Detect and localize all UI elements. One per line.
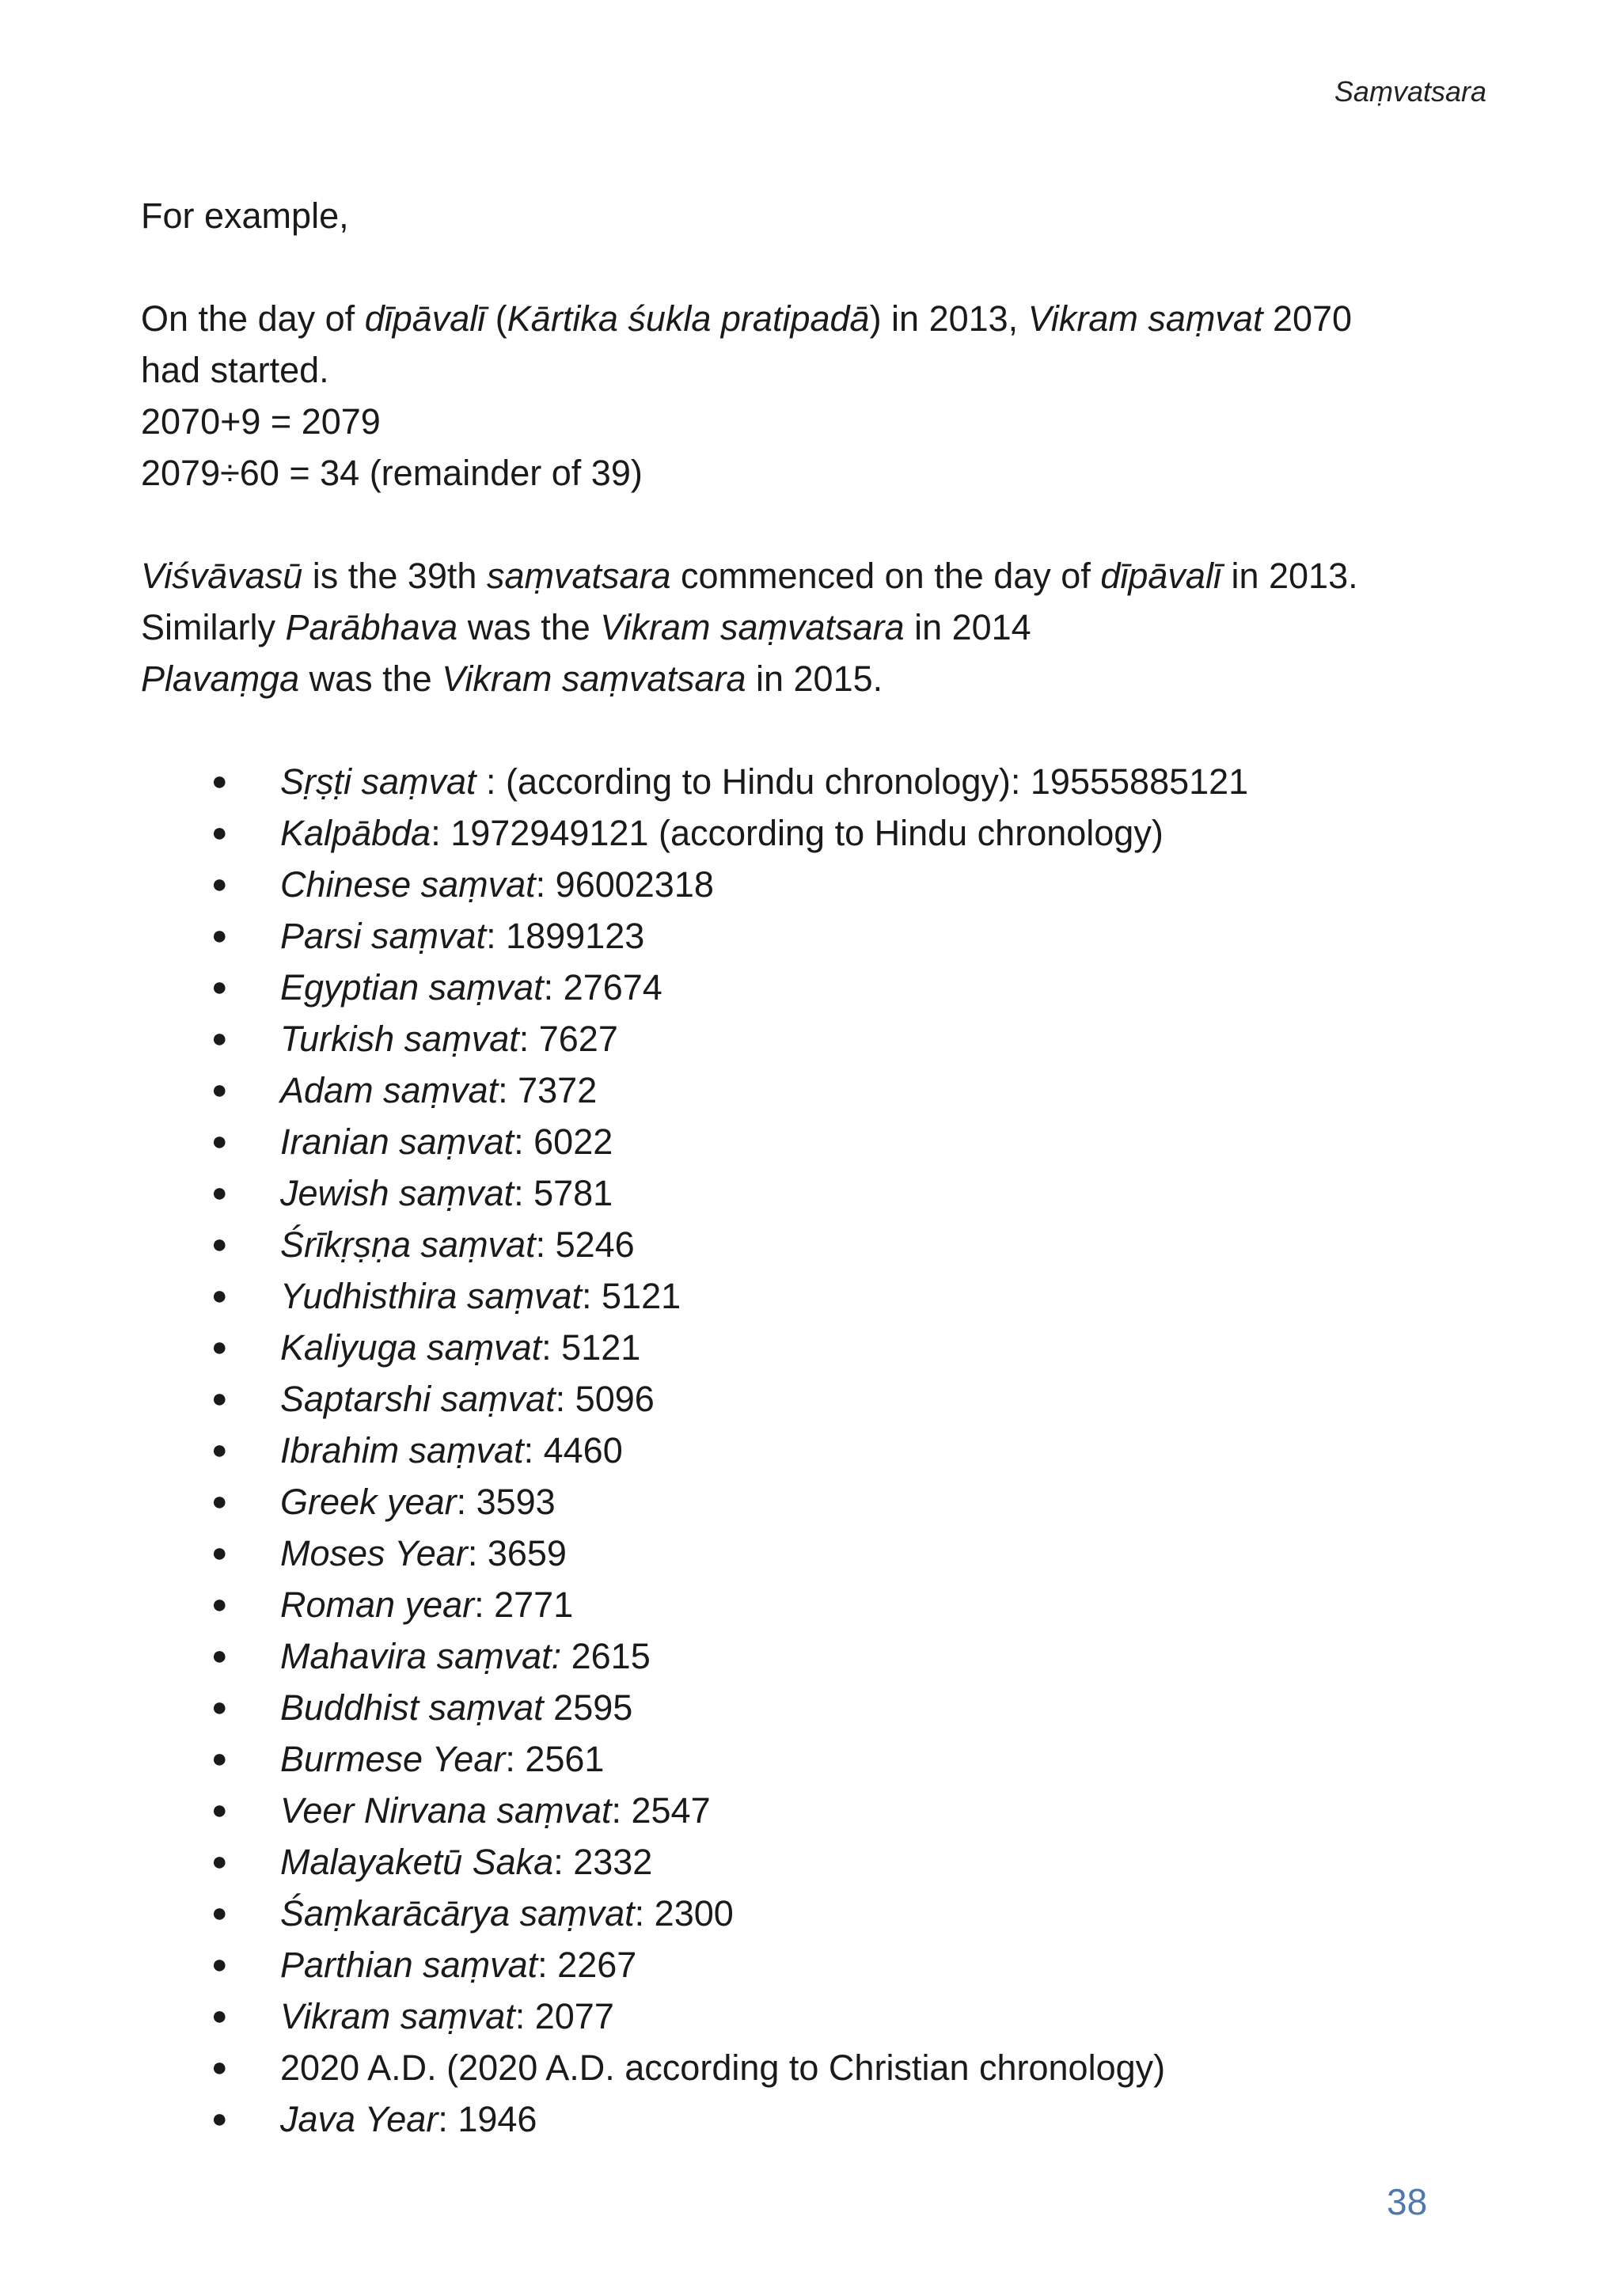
list-item [141, 1579, 1502, 1630]
era-value: 2020 A.D. (2020 A.D. according to Christian chronology) [280, 2047, 1166, 2088]
bullet-icon: ● [211, 1589, 228, 1619]
spacer [141, 241, 1502, 293]
text-run: was the [457, 607, 601, 647]
list-item [141, 1528, 1502, 1579]
list-item [141, 1425, 1502, 1476]
italic-term: Viśvāvasū [141, 556, 303, 596]
era-value: : 1946 [438, 2099, 537, 2139]
example-line-4: 2079÷60 = 34 (remainder of 39) [141, 453, 643, 493]
running-header: Saṃvatsara [1334, 75, 1486, 108]
era-value: : 2771 [474, 1584, 574, 1625]
bullet-icon: ● [211, 1281, 228, 1311]
list-item [141, 1836, 1502, 1888]
era-value: : 2547 [611, 1790, 711, 1831]
era-name: Kalpābda [280, 813, 431, 853]
example-line-2: had started. [141, 350, 329, 390]
era-value: : 4460 [523, 1430, 623, 1471]
bullet-icon: ● [211, 2104, 228, 2134]
bullet-icon: ● [211, 1538, 228, 1568]
example-paragraph [141, 293, 1502, 499]
text-run: in 2014 [904, 607, 1031, 647]
italic-term: dīpāvalī [364, 298, 486, 339]
list-item [141, 1630, 1502, 1682]
era-value: : 96002318 [535, 864, 714, 905]
list-item [141, 962, 1502, 1013]
bullet-icon: ● [211, 1486, 228, 1516]
spacer [141, 499, 1502, 550]
text-run: ( [485, 298, 507, 339]
example-line-1 [141, 293, 1502, 344]
bullet-icon: ● [211, 1949, 228, 1979]
page-body [141, 190, 1502, 2145]
era-name: Burmese Year [280, 1739, 506, 1779]
samvatsara-paragraph [141, 550, 1502, 704]
era-name: Buddhist saṃvat [280, 1687, 544, 1728]
italic-term: Plavaṃga [141, 658, 300, 699]
bullet-icon: ● [211, 1744, 228, 1774]
bullet-icon: ● [211, 920, 228, 951]
era-value: : 7627 [518, 1019, 618, 1059]
era-value: : 2300 [634, 1893, 734, 1934]
bullet-icon: ● [211, 1332, 228, 1362]
era-name: Yudhisthira saṃvat [280, 1276, 583, 1316]
bullet-icon: ● [211, 1435, 228, 1465]
list-item [141, 1373, 1502, 1425]
text-run: in 2015. [746, 658, 883, 699]
era-value: : (according to Hindu chronology): 19555885121 [476, 761, 1249, 802]
example-line-3: 2070+9 = 2079 [141, 401, 381, 442]
bullet-icon: ● [211, 2052, 228, 2082]
bullet-icon: ● [211, 869, 228, 899]
text-run: Similarly [141, 607, 286, 647]
text-run: 2070 [1262, 298, 1353, 339]
era-value: : 5096 [555, 1379, 655, 1419]
era-name: Java Year [280, 2099, 438, 2139]
list-item [141, 1116, 1502, 1167]
list-item [141, 1167, 1502, 1219]
era-value: : 5121 [541, 1327, 641, 1368]
bullet-icon: ● [211, 1075, 228, 1105]
era-value: 2595 [543, 1687, 633, 1728]
italic-term: Parābhava [285, 607, 458, 647]
list-item [141, 1990, 1502, 2042]
text-run: is the 39th [302, 556, 487, 596]
era-name: Iranian saṃvat [280, 1121, 514, 1162]
intro-line: For example, [141, 195, 349, 236]
era-name: Moses Year [280, 1533, 468, 1573]
bullet-icon: ● [211, 1229, 228, 1259]
bullet-icon: ● [211, 1178, 228, 1208]
era-name: Ibrahim saṃvat [280, 1430, 524, 1471]
bullet-icon: ● [211, 818, 228, 848]
list-item [141, 1888, 1502, 1939]
era-name: Egyptian saṃvat [280, 967, 544, 1008]
text-run: was the [299, 658, 442, 699]
list-item [141, 1785, 1502, 1836]
list-item [141, 1219, 1502, 1270]
era-value: 2615 [561, 1636, 651, 1676]
bullet-icon: ● [211, 1641, 228, 1671]
list-item [141, 1065, 1502, 1116]
list-item [141, 1733, 1502, 1785]
era-value: : 2077 [514, 1996, 614, 2036]
era-name: Parthian saṃvat [280, 1945, 538, 1985]
era-name: Veer Nirvana saṃvat [280, 1790, 612, 1831]
era-name: Jewish saṃvat [280, 1173, 514, 1213]
era-name: Roman year [280, 1584, 475, 1625]
era-name: Sṛṣṭi saṃvat [280, 761, 476, 802]
era-name: Malayaketū Saka [280, 1842, 554, 1882]
list-item [141, 2042, 1502, 2093]
samvatsara-line-1 [141, 550, 1502, 602]
page-number: 38 [1387, 2181, 1428, 2222]
bullet-icon: ● [211, 1023, 228, 1053]
era-name: Chinese saṃvat [280, 864, 536, 905]
era-value: : 7372 [498, 1070, 598, 1110]
text-run: in 2013. [1220, 556, 1358, 596]
era-name: Śrīkṛṣṇa saṃvat [280, 1224, 536, 1265]
era-value: : 3593 [456, 1482, 556, 1522]
italic-term: Kārtika śukla pratipadā [507, 298, 870, 339]
bullet-icon: ● [211, 2001, 228, 2031]
list-item [141, 1270, 1502, 1322]
era-name: Kaliyuga saṃvat [280, 1327, 542, 1368]
era-value: : 2561 [505, 1739, 605, 1779]
era-value: : 5781 [514, 1173, 613, 1213]
era-value: : 5246 [535, 1224, 635, 1265]
bullet-icon: ● [211, 1692, 228, 1722]
samvatsara-line-3 [141, 653, 1502, 704]
era-value: : 3659 [467, 1533, 567, 1573]
era-name: Adam saṃvat [280, 1070, 499, 1110]
italic-term: dīpāvalī [1100, 556, 1221, 596]
list-item [141, 756, 1502, 807]
era-value: : 1972949121 (according to Hindu chronology) [431, 813, 1164, 853]
text-run: ) in 2013, [869, 298, 1028, 339]
list-item [141, 910, 1502, 962]
samvatsara-line-2 [141, 602, 1502, 653]
era-name: Saptarshi saṃvat [280, 1379, 556, 1419]
era-name: Parsi saṃvat [280, 916, 487, 956]
italic-term: saṃvatsara [486, 556, 671, 596]
era-value: : 5121 [582, 1276, 681, 1316]
bullet-icon: ● [211, 1126, 228, 1156]
era-name: Mahavira saṃvat: [280, 1636, 562, 1676]
bullet-icon: ● [211, 972, 228, 1002]
list-item [141, 1322, 1502, 1373]
era-name: Greek year [280, 1482, 457, 1522]
text-run: On the day of [141, 298, 365, 339]
italic-term: Vikram saṃvat [1027, 298, 1263, 339]
list-item [141, 807, 1502, 859]
list-item [141, 1476, 1502, 1528]
list-item [141, 1939, 1502, 1990]
bullet-icon: ● [211, 1846, 228, 1877]
text-run: commenced on the day of [670, 556, 1101, 596]
era-list [141, 756, 1502, 2145]
era-name: Turkish saṃvat [280, 1019, 519, 1059]
italic-term: Vikram saṃvatsara [442, 658, 746, 699]
bullet-icon: ● [211, 1898, 228, 1928]
list-item [141, 859, 1502, 910]
era-name: Śaṃkarācārya saṃvat [280, 1893, 635, 1934]
list-item [141, 2093, 1502, 2145]
italic-term: Vikram saṃvatsara [600, 607, 905, 647]
bullet-icon: ● [211, 766, 228, 796]
era-value: : 6022 [514, 1121, 613, 1162]
era-value: : 27674 [543, 967, 662, 1008]
bullet-icon: ● [211, 1795, 228, 1825]
bullet-icon: ● [211, 1383, 228, 1414]
list-item [141, 1682, 1502, 1733]
list-item [141, 1013, 1502, 1065]
era-value: : 2267 [537, 1945, 637, 1985]
era-value: : 2332 [553, 1842, 653, 1882]
era-value: : 1899123 [486, 916, 645, 956]
era-name: Vikram saṃvat [280, 1996, 515, 2036]
